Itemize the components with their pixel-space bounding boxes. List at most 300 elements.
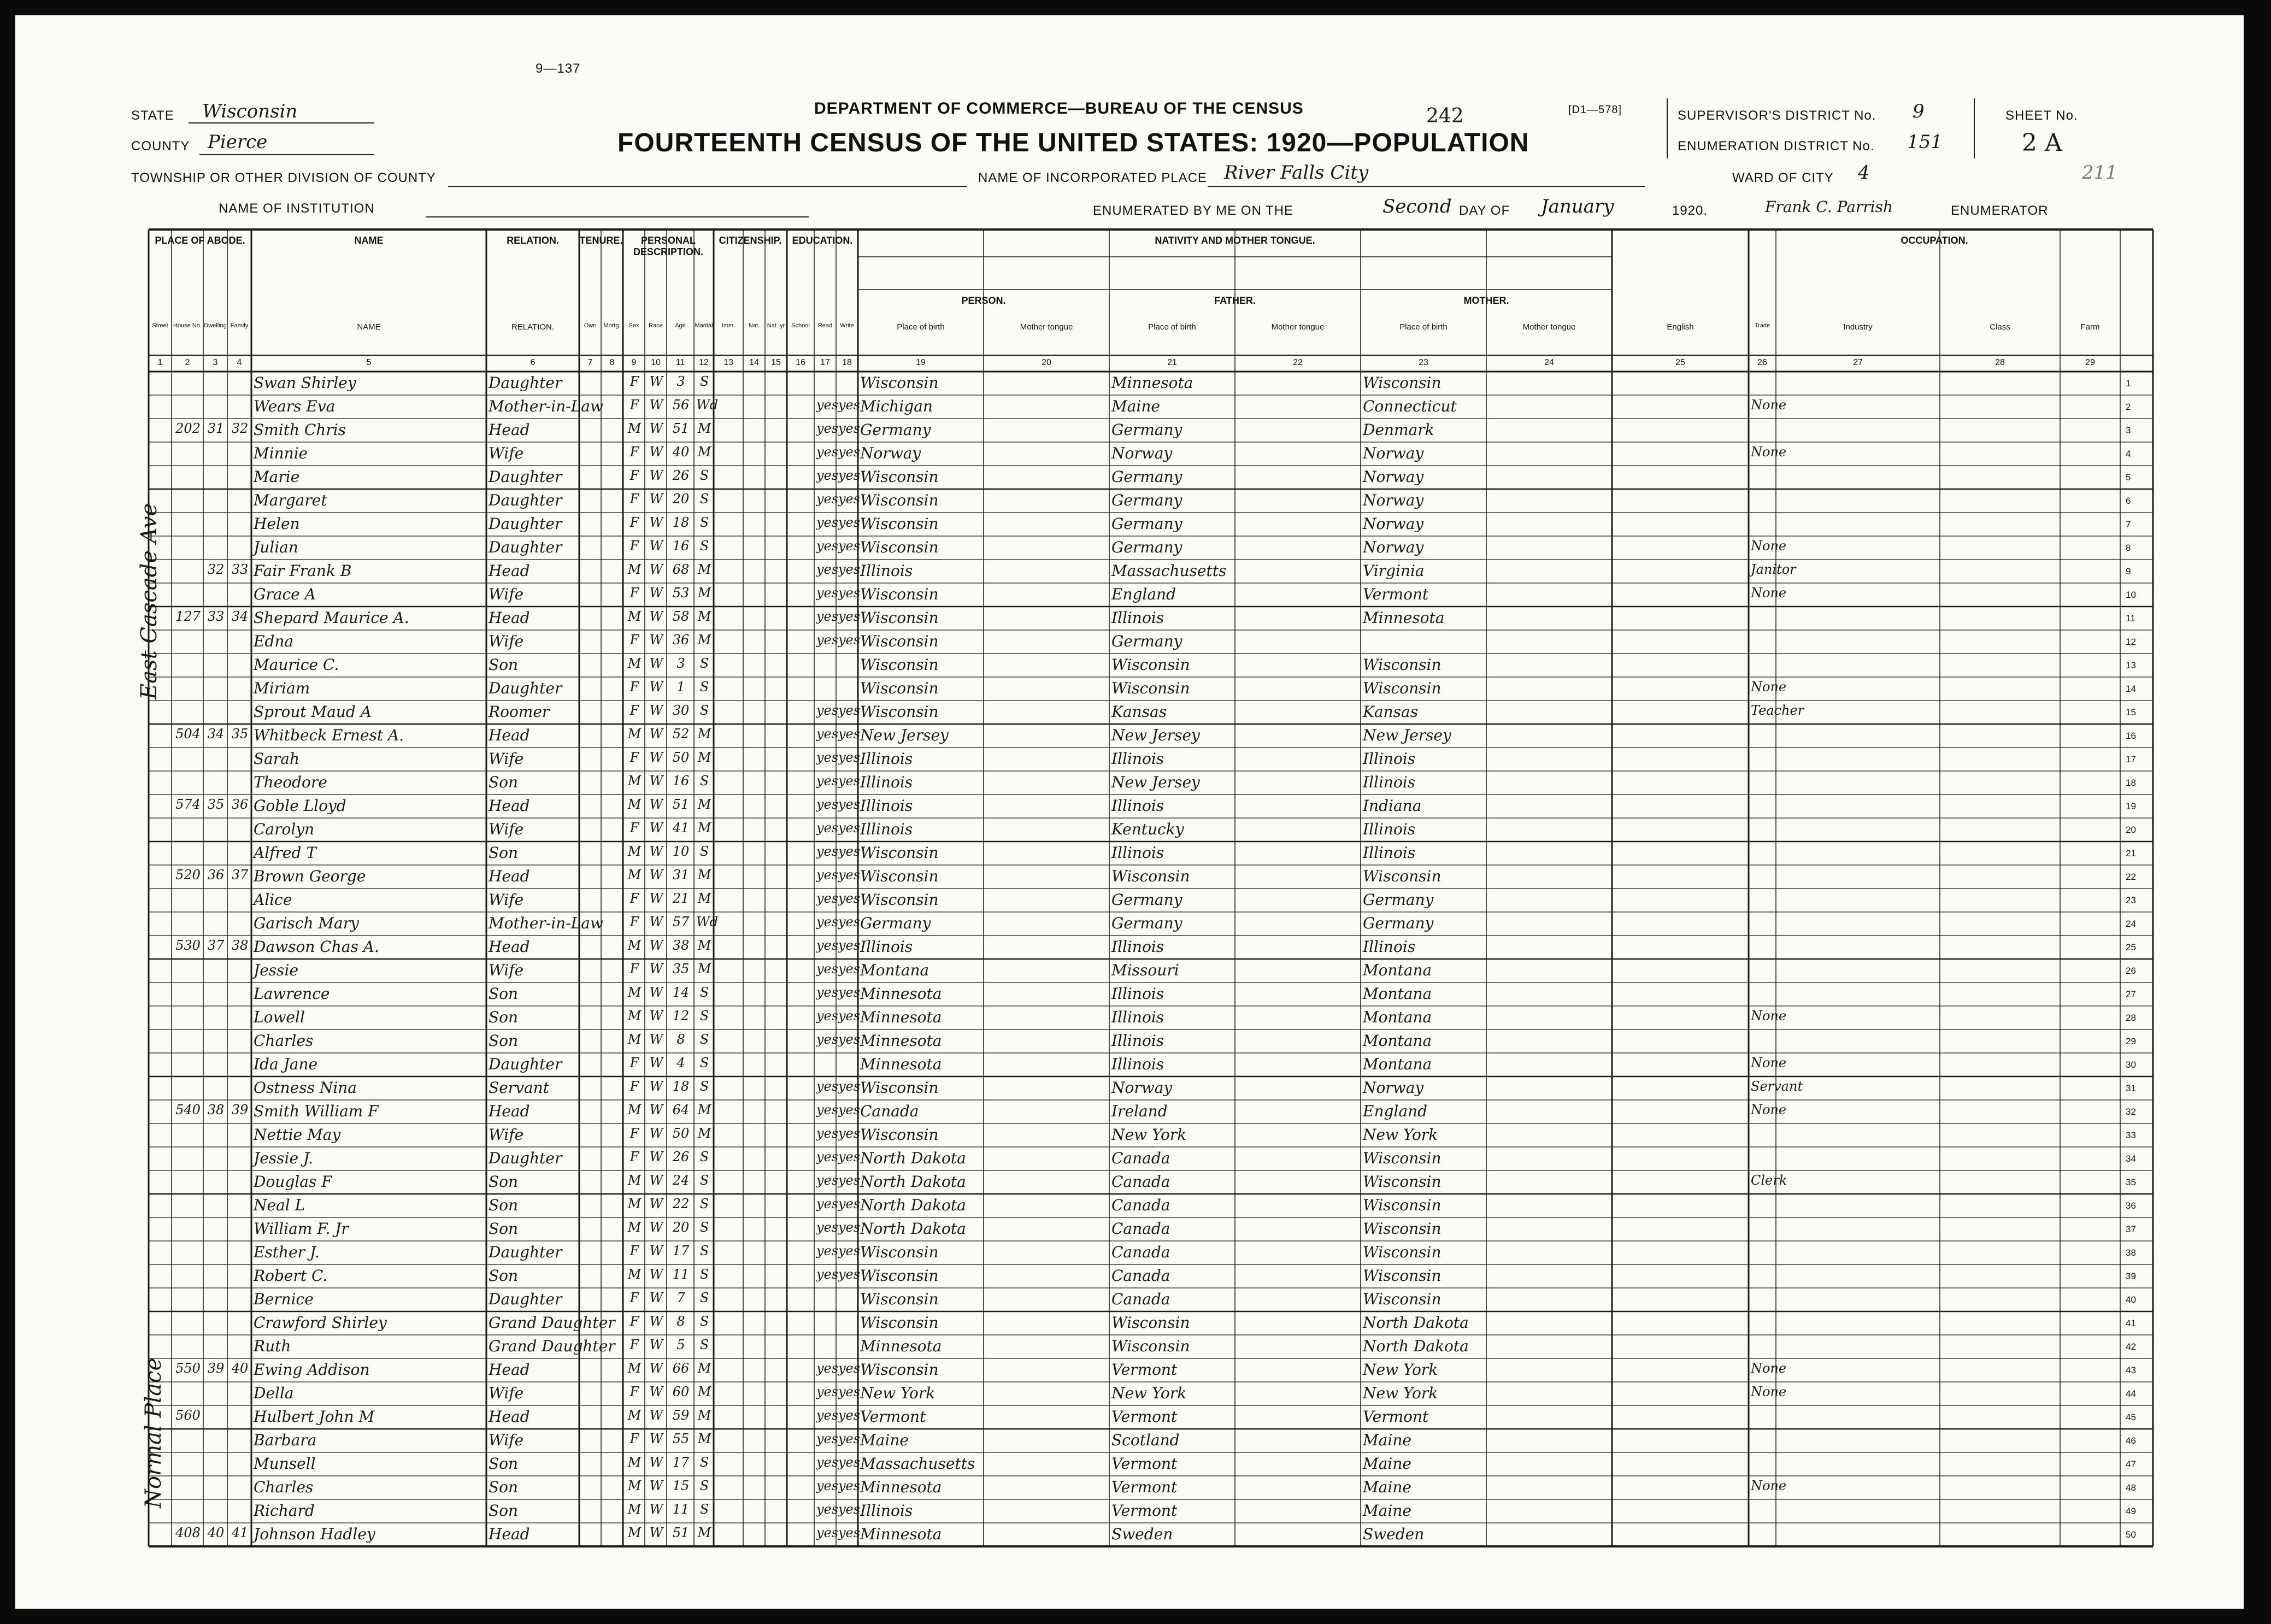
person-name: Esther J. (254, 1243, 320, 1261)
can-read: yes (816, 750, 839, 765)
can-read: yes (816, 444, 839, 460)
can-read: yes (816, 491, 839, 507)
house-number: 202 (175, 421, 201, 436)
birthplace: Vermont (860, 1408, 926, 1426)
column-label: Nat. (748, 322, 760, 329)
can-write: yes (838, 750, 861, 765)
can-read: yes (816, 844, 839, 859)
relation: Mother-in-Law (489, 397, 603, 415)
sex: F (629, 397, 639, 413)
birthplace: Minnesota (860, 1337, 942, 1355)
table-row (0, 1429, 2271, 1452)
person-name: Julian (254, 538, 298, 556)
line-number: 35 (2126, 1177, 2136, 1187)
mother-birthplace: Montana (1363, 961, 1432, 979)
group-head-relation: RELATION. (507, 235, 559, 246)
sex: F (629, 914, 639, 929)
father-birthplace: Vermont (1111, 1361, 1178, 1379)
person-name: Smith Chris (254, 421, 346, 439)
line-number: 17 (2126, 754, 2136, 764)
mother-birthplace: Norway (1363, 515, 1424, 533)
mother-birthplace: Norway (1363, 538, 1424, 556)
mother-birthplace: New York (1363, 1361, 1438, 1379)
marital-status: S (699, 491, 709, 507)
street-label-east-cascade: East Cascade Ave (137, 503, 162, 699)
table-row (0, 677, 2271, 701)
mother-birthplace: Germany (1363, 914, 1434, 932)
occupation: None (1751, 444, 1787, 460)
mother-birthplace: Denmark (1363, 421, 1434, 439)
column-number: 18 (842, 358, 852, 367)
line-number: 46 (2126, 1435, 2136, 1446)
race: W (649, 538, 663, 554)
birthplace: Wisconsin (860, 515, 939, 533)
race: W (649, 1337, 663, 1352)
marital-status: S (699, 468, 709, 483)
birthplace: Minnesota (860, 1478, 942, 1496)
family-number: 33 (231, 562, 249, 577)
dwelling-number: 39 (207, 1361, 225, 1376)
can-read: yes (816, 397, 839, 413)
marital-status: M (697, 585, 711, 601)
mother-birthplace: Illinois (1363, 820, 1416, 838)
father-birthplace: Illinois (1111, 750, 1164, 768)
column-number: 24 (1544, 358, 1554, 367)
sex: M (627, 773, 642, 789)
column-number: 1 (157, 358, 163, 367)
marital-status: M (697, 632, 711, 648)
can-read: yes (816, 703, 839, 718)
enumerated-year: 1920. (1672, 203, 1708, 218)
mother-birthplace: Wisconsin (1363, 1243, 1442, 1261)
person-name: Ruth (254, 1337, 291, 1355)
line-number: 32 (2126, 1107, 2136, 1117)
age: 16 (672, 773, 690, 789)
line-number: 45 (2126, 1412, 2136, 1422)
race: W (649, 1478, 663, 1493)
enumerated-label: ENUMERATED BY ME ON THE (1093, 203, 1294, 218)
line-number: 12 (2126, 637, 2136, 647)
group-head-tenure: TENURE. (579, 235, 623, 246)
marital-status: M (697, 562, 711, 577)
age: 51 (672, 797, 690, 812)
relation: Son (489, 656, 519, 674)
can-read: yes (816, 1173, 839, 1188)
can-write: yes (838, 1126, 861, 1141)
table-row (0, 513, 2271, 536)
line-number: 47 (2126, 1459, 2136, 1469)
line-number: 18 (2126, 778, 2136, 788)
can-write: yes (838, 773, 861, 789)
column-number: 5 (366, 358, 372, 367)
sub-head-person: PERSON. (961, 295, 1006, 306)
enumerator-name: Frank C. Parrish (1765, 198, 1893, 216)
marital-status: S (699, 656, 709, 671)
birthplace: New York (860, 1384, 936, 1402)
race: W (649, 844, 663, 859)
race: W (649, 1055, 663, 1070)
sex: M (627, 1173, 642, 1188)
age: 10 (672, 844, 690, 859)
can-write: yes (838, 820, 861, 835)
can-read: yes (816, 985, 839, 1000)
birthplace: Illinois (860, 562, 913, 580)
race: W (649, 1149, 663, 1164)
mother-birthplace: Germany (1363, 891, 1434, 909)
line-number: 2 (2126, 402, 2131, 412)
mother-birthplace: Wisconsin (1363, 1220, 1442, 1238)
can-write: yes (838, 1220, 861, 1235)
race: W (649, 1220, 663, 1235)
relation: Head (489, 1361, 530, 1379)
person-name: Hulbert John M (254, 1408, 375, 1426)
race: W (649, 750, 663, 765)
can-read: yes (816, 1384, 839, 1399)
sub-head-father: FATHER. (1214, 295, 1256, 306)
father-birthplace: Germany (1111, 515, 1182, 533)
house-number: 560 (175, 1408, 201, 1423)
sex: F (629, 538, 639, 554)
birthplace: North Dakota (860, 1173, 966, 1191)
race: W (649, 1361, 663, 1376)
can-write: yes (838, 1408, 861, 1423)
father-birthplace: Wisconsin (1111, 679, 1190, 697)
family-number: 41 (231, 1525, 249, 1540)
table-row (0, 1123, 2271, 1147)
mother-birthplace: Montana (1363, 1032, 1432, 1050)
marital-status: M (697, 726, 711, 742)
sex: M (627, 1478, 642, 1493)
mother-birthplace: Wisconsin (1363, 1290, 1442, 1308)
race: W (649, 1032, 663, 1047)
birthplace: Wisconsin (860, 1243, 939, 1261)
father-birthplace: Vermont (1111, 1408, 1178, 1426)
person-name: Barbara (254, 1431, 317, 1449)
column-label: Marital (695, 322, 713, 329)
marital-status: S (699, 1173, 709, 1188)
column-number: 7 (587, 358, 593, 367)
age: 51 (672, 1525, 690, 1540)
can-write: yes (838, 1149, 861, 1164)
birthplace: Minnesota (860, 985, 942, 1003)
can-write: yes (838, 1502, 861, 1517)
can-write: yes (838, 585, 861, 601)
marital-status: S (699, 1008, 709, 1023)
race: W (649, 1079, 663, 1094)
column-number: 29 (2085, 358, 2095, 367)
table-row (0, 1170, 2271, 1194)
sex: F (629, 1337, 639, 1352)
mother-birthplace: Maine (1363, 1431, 1411, 1449)
line-number: 36 (2126, 1201, 2136, 1211)
mother-birthplace: England (1363, 1102, 1428, 1120)
mother-birthplace: Wisconsin (1363, 867, 1442, 885)
father-birthplace: Germany (1111, 538, 1182, 556)
race: W (649, 421, 663, 436)
dwelling-number: 31 (207, 421, 225, 436)
occupation: Janitor (1751, 562, 1796, 577)
relation: Daughter (489, 468, 562, 486)
column-label: Imm. (721, 322, 736, 329)
can-write: yes (838, 961, 861, 976)
age: 3 (676, 656, 685, 671)
birthplace: Illinois (860, 938, 913, 956)
race: W (649, 1008, 663, 1023)
line-number: 9 (2126, 566, 2131, 576)
line-number: 34 (2126, 1154, 2136, 1164)
group-head-occupation: OCCUPATION. (1901, 235, 1968, 246)
age: 36 (672, 632, 690, 648)
sex: F (629, 820, 639, 835)
age: 24 (672, 1173, 690, 1188)
marital-status: Wd (696, 397, 719, 413)
column-number: 6 (530, 358, 536, 367)
sex: F (629, 515, 639, 530)
relation: Wife (489, 585, 524, 603)
father-birthplace: Illinois (1111, 938, 1164, 956)
relation: Son (489, 773, 519, 791)
marital-status: S (699, 1149, 709, 1164)
sex: M (627, 1196, 642, 1211)
marital-status: M (697, 1431, 711, 1446)
age: 38 (672, 938, 690, 953)
column-number: 2 (185, 358, 190, 367)
person-name: Charles (254, 1032, 314, 1050)
birthplace: Michigan (860, 397, 933, 415)
table-row (0, 1241, 2271, 1264)
can-read: yes (816, 1525, 839, 1540)
column-number: 20 (1042, 358, 1051, 367)
table-row (0, 489, 2271, 513)
line-number: 40 (2126, 1295, 2136, 1305)
father-birthplace: Illinois (1111, 985, 1164, 1003)
column-number: 28 (1995, 358, 2005, 367)
enumeration-label: ENUMERATION DISTRICT No. (1678, 139, 1875, 154)
family-number: 39 (231, 1102, 249, 1117)
table-row (0, 630, 2271, 654)
father-birthplace: Germany (1111, 891, 1182, 909)
table-row (0, 442, 2271, 466)
race: W (649, 397, 663, 413)
birthplace: Wisconsin (860, 679, 939, 697)
birthplace: Illinois (860, 750, 913, 768)
column-label: Mother tongue (1271, 322, 1325, 332)
father-birthplace: Maine (1111, 397, 1160, 415)
line-number: 31 (2126, 1083, 2136, 1093)
age: 21 (672, 891, 690, 906)
occupation: None (1751, 1055, 1787, 1070)
race: W (649, 820, 663, 835)
relation: Daughter (489, 538, 562, 556)
relation: Head (489, 1102, 530, 1120)
father-birthplace: Kentucky (1111, 820, 1184, 838)
person-name: Lawrence (254, 985, 330, 1003)
sex: M (627, 938, 642, 953)
person-name: Jessie (254, 961, 299, 979)
line-number: 7 (2126, 519, 2131, 529)
person-name: Munsell (254, 1455, 316, 1473)
occupation: None (1751, 1102, 1787, 1117)
house-number: 520 (175, 867, 201, 882)
relation: Head (489, 562, 530, 580)
table-row (0, 607, 2271, 630)
dwelling-number: 35 (207, 797, 225, 812)
column-label: Race (649, 322, 663, 329)
occupation: None (1751, 538, 1787, 554)
father-birthplace: Wisconsin (1111, 867, 1190, 885)
sex: F (629, 444, 639, 460)
column-label: Nat. yr (767, 322, 785, 329)
line-number: 8 (2126, 543, 2131, 553)
birthplace: New Jersey (860, 726, 949, 744)
father-birthplace: Norway (1111, 444, 1173, 462)
age: 15 (672, 1478, 690, 1493)
relation: Son (489, 1502, 519, 1520)
marital-status: S (699, 1220, 709, 1235)
table-row (0, 560, 2271, 583)
column-number: 16 (796, 358, 805, 367)
sex: M (627, 844, 642, 859)
mother-birthplace: Vermont (1363, 1408, 1429, 1426)
race: W (649, 891, 663, 906)
dwelling-number: 38 (207, 1102, 225, 1117)
mother-birthplace: Montana (1363, 1008, 1432, 1026)
relation: Wife (489, 750, 524, 768)
relation: Son (489, 1032, 519, 1050)
race: W (649, 374, 663, 389)
age: 5 (676, 1337, 685, 1352)
table-row (0, 1476, 2271, 1499)
age: 41 (672, 820, 690, 835)
father-birthplace: Canada (1111, 1243, 1170, 1261)
relation: Son (489, 1220, 519, 1238)
relation: Wife (489, 1384, 524, 1402)
dwelling-number: 34 (207, 726, 225, 742)
marital-status: M (697, 820, 711, 835)
column-number: 25 (1675, 358, 1685, 367)
relation: Roomer (489, 703, 550, 721)
birthplace: Minnesota (860, 1008, 942, 1026)
father-birthplace: Ireland (1111, 1102, 1168, 1120)
can-write: yes (838, 1455, 861, 1470)
father-birthplace: Illinois (1111, 1055, 1164, 1073)
age: 31 (672, 867, 690, 882)
sex: M (627, 421, 642, 436)
birthplace: North Dakota (860, 1196, 966, 1214)
sex: F (629, 1243, 639, 1258)
relation: Son (489, 1455, 519, 1473)
birthplace: Maine (860, 1431, 909, 1449)
marital-status: M (697, 444, 711, 460)
marital-status: M (697, 867, 711, 882)
column-label: English (1667, 322, 1694, 332)
occupation: None (1751, 397, 1787, 413)
table-row (0, 889, 2271, 912)
can-write: yes (838, 914, 861, 929)
relation: Daughter (489, 1149, 562, 1167)
person-name: Garisch Mary (254, 914, 359, 932)
line-number: 5 (2126, 472, 2131, 483)
race: W (649, 1314, 663, 1329)
column-number: 15 (771, 358, 781, 367)
can-read: yes (816, 1408, 839, 1423)
occupation: Clerk (1751, 1173, 1787, 1188)
line-number: 28 (2126, 1013, 2136, 1023)
age: 68 (672, 562, 690, 577)
page-stamp: 242 (1426, 105, 1464, 127)
line-number: 16 (2126, 731, 2136, 741)
age: 12 (672, 1008, 690, 1023)
age: 8 (676, 1032, 685, 1047)
father-birthplace: Canada (1111, 1220, 1170, 1238)
relation: Son (489, 1478, 519, 1496)
person-name: Crawford Shirley (254, 1314, 387, 1332)
person-name: Ida Jane (254, 1055, 318, 1073)
can-write: yes (838, 491, 861, 507)
age: 18 (672, 515, 690, 530)
person-name: Margaret (254, 491, 327, 509)
mother-birthplace: Maine (1363, 1478, 1411, 1496)
column-label: Industry (1843, 322, 1873, 332)
mother-birthplace: Montana (1363, 1055, 1432, 1073)
can-read: yes (816, 820, 839, 835)
family-number: 35 (231, 726, 249, 742)
sex: F (629, 1055, 639, 1070)
sex: F (629, 1149, 639, 1164)
marital-status: M (697, 1126, 711, 1141)
marital-status: Wd (696, 914, 719, 929)
can-read: yes (816, 421, 839, 436)
age: 66 (672, 1361, 690, 1376)
occupation: Servant (1751, 1079, 1803, 1094)
mother-birthplace: Vermont (1363, 585, 1429, 603)
supervisor-label: SUPERVISOR'S DISTRICT No. (1678, 108, 1876, 123)
father-birthplace: Vermont (1111, 1478, 1178, 1496)
race: W (649, 562, 663, 577)
person-name: Wears Eva (254, 397, 336, 415)
age: 50 (672, 750, 690, 765)
dwelling-number: 37 (207, 938, 225, 953)
person-name: Edna (254, 632, 294, 650)
age: 57 (672, 914, 690, 929)
marital-status: S (699, 1337, 709, 1352)
person-name: Alfred T (254, 844, 316, 862)
state-value: Wisconsin (202, 101, 298, 122)
sex: F (629, 679, 639, 695)
father-birthplace: Canada (1111, 1173, 1170, 1191)
can-write: yes (838, 538, 861, 554)
marital-status: S (699, 1290, 709, 1305)
table-row (0, 1147, 2271, 1170)
group-head-nativity: NATIVITY AND MOTHER TONGUE. (1155, 235, 1315, 246)
father-birthplace: Wisconsin (1111, 656, 1190, 674)
sex: M (627, 1408, 642, 1423)
mother-birthplace: Wisconsin (1363, 1149, 1442, 1167)
mother-birthplace: Montana (1363, 985, 1432, 1003)
marital-status: M (697, 421, 711, 436)
sex: M (627, 609, 642, 624)
race: W (649, 1267, 663, 1282)
age: 56 (672, 397, 690, 413)
can-write: yes (838, 1196, 861, 1211)
father-birthplace: Wisconsin (1111, 1314, 1190, 1332)
relation: Grand Daughter (489, 1314, 615, 1332)
person-name: Fair Frank B (254, 562, 352, 580)
mother-birthplace: Illinois (1363, 750, 1416, 768)
column-number: 9 (631, 358, 637, 367)
person-name: Helen (254, 515, 300, 533)
column-label: Mortg. (603, 322, 621, 329)
